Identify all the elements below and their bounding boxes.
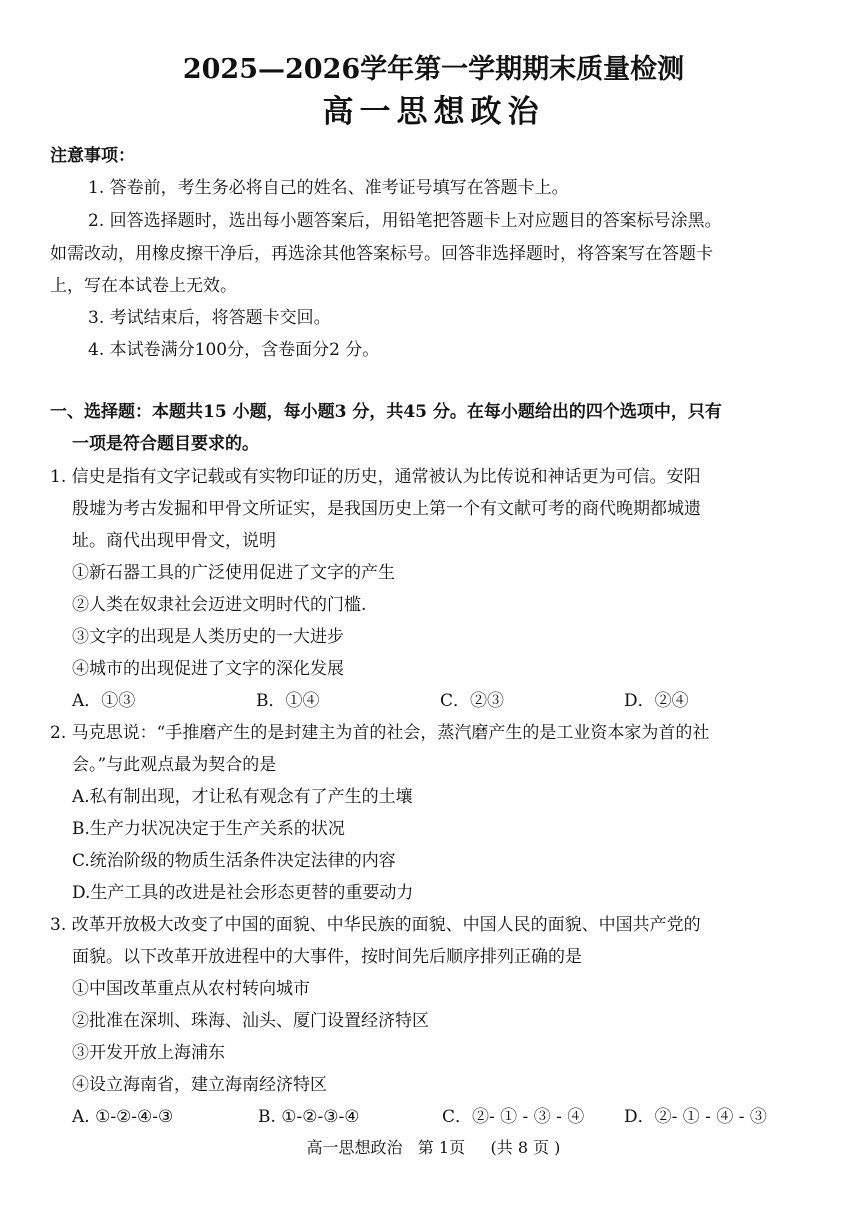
question-2-option-a: A.私有制出现，才让私有观念有了产生的土壤 bbox=[72, 787, 413, 807]
question-3-option-b: B. ①-②-③-④ bbox=[258, 1107, 360, 1127]
question-1-item: ②人类在奴隶社会迈进文明时代的门槛. bbox=[72, 595, 367, 615]
note-item: 上，写在本试卷上无效。 bbox=[50, 276, 237, 296]
question-1-text: 殷墟为考古发掘和甲骨文所证实，是我国历史上第一个有文献可考的商代晚期都城遗 bbox=[72, 499, 701, 519]
section-heading-cont: 一项是符合题目要求的。 bbox=[72, 434, 259, 454]
question-3-item: ③开发开放上海浦东 bbox=[72, 1043, 225, 1063]
question-2-text: 会。”与此观点最为契合的是 bbox=[72, 755, 277, 775]
question-2-option-b: B.生产力状况决定于生产关系的状况 bbox=[72, 819, 345, 839]
page-footer: 高一思想政治 第 1页 (共 8 页 ) bbox=[306, 1138, 561, 1157]
question-1-option-b: B．①④ bbox=[256, 691, 320, 711]
note-item: 1. 答卷前，考生务必将自己的姓名、准考证号填写在答题卡上。 bbox=[88, 178, 569, 198]
question-3-text: 面貌。以下改革开放进程中的大事件，按时间先后顺序排列正确的是 bbox=[72, 947, 582, 967]
notes-heading: 注意事项： bbox=[50, 146, 135, 166]
question-2-text: 2. 马克思说：“手推磨产生的是封建主为首的社会，蒸汽磨产生的是工业资本家为首的社 bbox=[50, 723, 710, 743]
question-3-option-c: C．②- ① - ③ - ④ bbox=[442, 1107, 585, 1127]
question-1-item: ③文字的出现是人类历史的一大进步 bbox=[72, 627, 344, 647]
note-item: 4. 本试卷满分100分，含卷面分2 分。 bbox=[88, 340, 380, 360]
question-2-option-d: D.生产工具的改进是社会形态更替的重要动力 bbox=[72, 883, 414, 903]
question-1-option-c: C．②③ bbox=[440, 691, 505, 711]
note-item: 2. 回答选择题时，选出每小题答案后，用铅笔把答题卡上对应题目的答案标号涂黑。 bbox=[88, 211, 722, 231]
exam-title: 2025—2026学年第一学期期末质量检测 bbox=[182, 54, 685, 85]
section-heading: 一、选择题：本题共15 小题，每小题3 分，共45 分。在每小题给出的四个选项中，只有 bbox=[50, 402, 722, 422]
subject-title: 高一思想政治 bbox=[322, 94, 545, 130]
question-1-text: 1. 信史是指有文字记载或有实物印证的历史，通常被认为比传说和神话更为可信。安阳 bbox=[50, 467, 701, 487]
note-item: 3. 考试结束后，将答题卡交回。 bbox=[88, 308, 331, 328]
note-item: 如需改动，用橡皮擦干净后，再选涂其他答案标号。回答非选择题时，将答案写在答题卡 bbox=[50, 244, 713, 264]
question-3-item: ①中国改革重点从农村转向城市 bbox=[72, 979, 310, 999]
question-2-option-c: C.统治阶级的物质生活条件决定法律的内容 bbox=[72, 851, 396, 871]
question-3-item: ②批准在深圳、珠海、汕头、厦门设置经济特区 bbox=[72, 1011, 429, 1031]
question-1-item: ④城市的出现促进了文字的深化发展 bbox=[72, 659, 344, 679]
question-1-text: 址。商代出现甲骨文，说明 bbox=[72, 531, 276, 551]
question-3-item: ④设立海南省，建立海南经济特区 bbox=[72, 1075, 327, 1095]
question-1-option-d: D．②④ bbox=[624, 691, 689, 711]
question-1-item: ①新石器工具的广泛使用促进了文字的产生 bbox=[72, 563, 395, 583]
question-1-option-a: A．①③ bbox=[72, 691, 136, 711]
question-3-text: 3. 改革开放极大改变了中国的面貌、中华民族的面貌、中国人民的面貌、中国共产党的 bbox=[50, 915, 701, 935]
question-3-option-a: A. ①-②-④-③ bbox=[72, 1107, 174, 1127]
question-3-option-d: D．②- ① - ④ - ③ bbox=[624, 1107, 767, 1127]
